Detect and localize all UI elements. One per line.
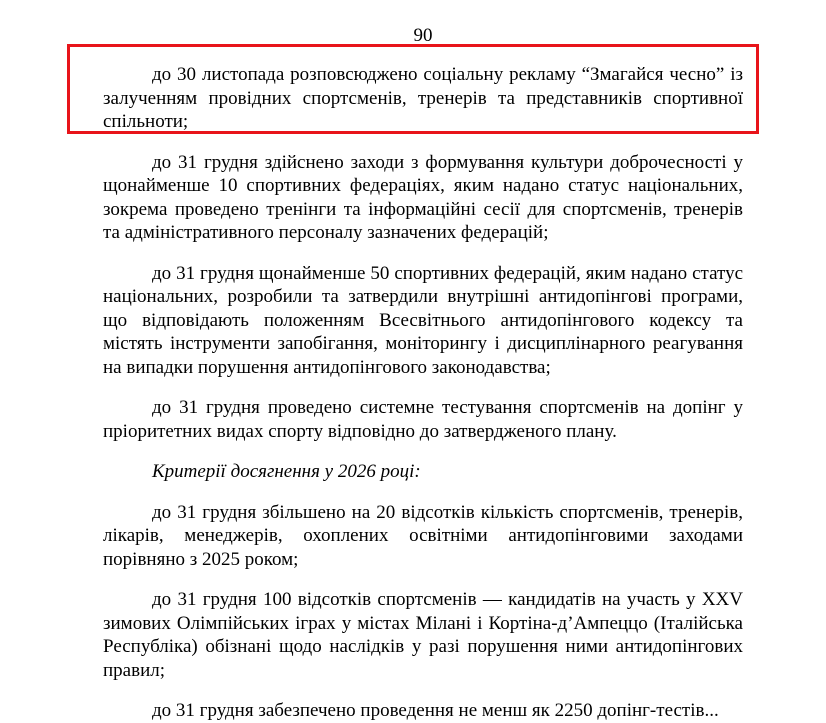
paragraph-doping-testing: до 31 грудня проведено системне тестування спортсменів на допінг у пріоритетних видах спорту відповідно до затвердженого плану. <box>103 397 743 442</box>
page-number: 90 <box>413 25 433 46</box>
paragraph-olympic-awareness: до 31 грудня 100 відсотків спортсменів — кандидатів на участь у XXV зимових Олімпійських іграх у містах Мілані і Кортіна-д’Ампеццо (Італійська Республіка) обізнані щодо наслідків у разі порушення ними антидопінгових правил; <box>103 589 743 681</box>
paragraph-cut-off: до 31 грудня забезпечено проведення не менш як 2250 допінг-тестів... <box>152 700 719 721</box>
paragraph-education-increase: до 31 грудня збільшено на 20 відсотків кількість спортсменів, тренерів, лікарів, менеджерів, охоплених освітніми антидопінговими заходами порівняно з 2025 роком; <box>103 501 743 570</box>
paragraph-integrity-culture: до 31 грудня здійснено заходи з формування культури доброчесності у щонайменше 10 спортивних федераціях, яким надано статус національних, зокрема проведено тренінги та інформаційні сесії для спортсменів, тренерів та адміністративного персоналу зазначених федерацій; <box>103 151 743 243</box>
document-body <box>103 63 743 723</box>
paragraph-social-ad: до 30 листопада розповсюджено соціальну рекламу “Змагайся чесно” із залученням провідних спортсменів, тренерів та представників спортивної спільноти; <box>103 64 743 132</box>
criteria-heading-2026: Критерії досягнення у 2026 році: <box>152 461 421 482</box>
paragraph-antidoping-programs: до 31 грудня щонайменше 50 спортивних федерацій, яким надано статус національних, розробили та затвердили внутрішні антидопінгові програми, що відповідають положенням Всесвітнього антидопінгового кодексу та містять інструменти запобігання, моніторингу і дисциплінарного реагування на випадки порушення антидопінгового законодавства; <box>103 262 743 378</box>
